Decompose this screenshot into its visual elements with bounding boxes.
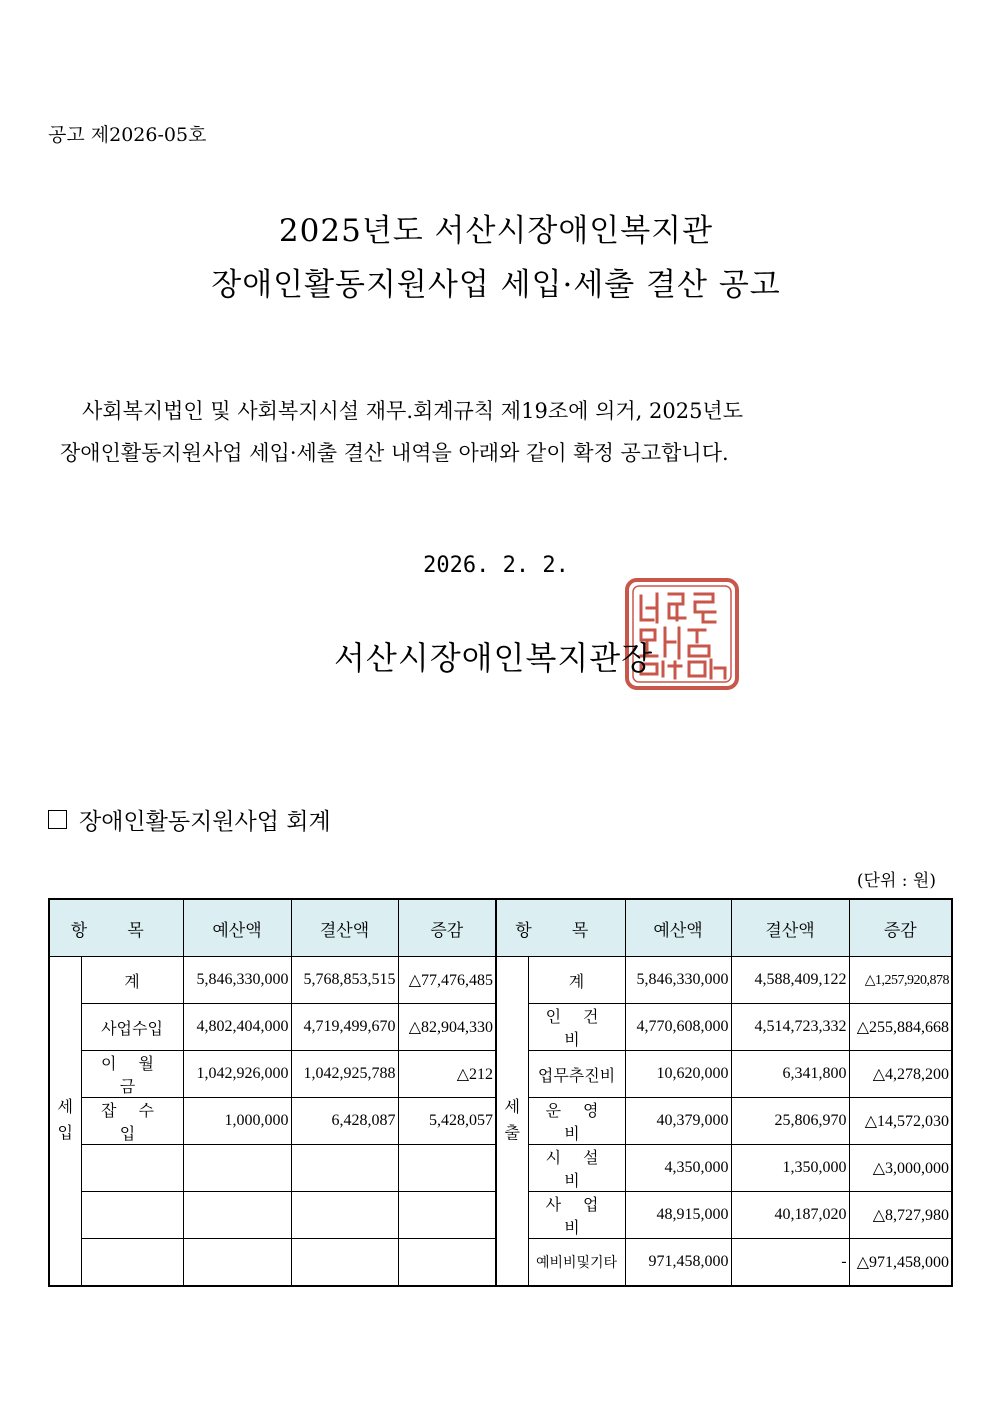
expense-change: △14,572,030 bbox=[849, 1098, 952, 1145]
notice-date: 2026. 2. 2. bbox=[423, 553, 569, 578]
notice-number: 공고 제2026-05호 bbox=[48, 124, 207, 146]
revenue-item: 잡 수 입 bbox=[81, 1098, 183, 1145]
expense-item: 계 bbox=[528, 957, 625, 1004]
header-expense-budget: 예산액 bbox=[625, 899, 731, 957]
revenue-change: △82,904,330 bbox=[398, 1004, 496, 1051]
revenue-change: △212 bbox=[398, 1051, 496, 1098]
expense-item: 인 건 비 bbox=[528, 1004, 625, 1051]
empty-cell bbox=[398, 1192, 496, 1239]
expense-change: △8,727,980 bbox=[849, 1192, 952, 1239]
empty-cell bbox=[291, 1145, 398, 1192]
header-expense-change: 증감 bbox=[849, 899, 952, 957]
expense-settlement: 40,187,020 bbox=[731, 1192, 849, 1239]
expense-settlement: - bbox=[731, 1239, 849, 1287]
settlement-table bbox=[48, 898, 953, 1287]
expense-group-label: 세 출 bbox=[496, 957, 528, 1287]
header-expense-settlement: 결산액 bbox=[731, 899, 849, 957]
revenue-settlement: 1,042,925,788 bbox=[291, 1051, 398, 1098]
empty-cell bbox=[81, 1192, 183, 1239]
revenue-settlement: 6,428,087 bbox=[291, 1098, 398, 1145]
expense-item: 사 업 비 bbox=[528, 1192, 625, 1239]
expense-settlement: 25,806,970 bbox=[731, 1098, 849, 1145]
checkbox-square-icon bbox=[48, 810, 67, 829]
expense-settlement: 1,350,000 bbox=[731, 1145, 849, 1192]
expense-item: 예비비및기타 bbox=[528, 1239, 625, 1287]
title-line-2: 장애인활동지원사업 세입·세출 결산 공고 bbox=[211, 267, 781, 303]
expense-change: △255,884,668 bbox=[849, 1004, 952, 1051]
empty-cell bbox=[183, 1145, 291, 1192]
table-row bbox=[49, 957, 952, 1004]
empty-cell bbox=[398, 1145, 496, 1192]
expense-item: 운 영 비 bbox=[528, 1098, 625, 1145]
table-header-row bbox=[49, 899, 952, 957]
revenue-settlement: 4,719,499,670 bbox=[291, 1004, 398, 1051]
expense-budget: 4,770,608,000 bbox=[625, 1004, 731, 1051]
expense-budget: 5,846,330,000 bbox=[625, 957, 731, 1004]
expense-change: △3,000,000 bbox=[849, 1145, 952, 1192]
header-revenue-change: 증감 bbox=[398, 899, 496, 957]
header-expense-item: 항 목 bbox=[496, 899, 625, 957]
expense-change: △4,278,200 bbox=[849, 1051, 952, 1098]
revenue-item: 계 bbox=[81, 957, 183, 1004]
expense-settlement: 4,588,409,122 bbox=[731, 957, 849, 1004]
empty-cell bbox=[291, 1239, 398, 1287]
revenue-group-label: 세 입 bbox=[49, 957, 81, 1287]
empty-cell bbox=[81, 1239, 183, 1287]
empty-cell bbox=[81, 1145, 183, 1192]
empty-cell bbox=[398, 1239, 496, 1287]
title-line-1: 2025년도 서산시장애인복지관 bbox=[278, 213, 714, 249]
expense-item: 업무추진비 bbox=[528, 1051, 625, 1098]
revenue-settlement: 5,768,853,515 bbox=[291, 957, 398, 1004]
expense-budget: 10,620,000 bbox=[625, 1051, 731, 1098]
revenue-change: △77,476,485 bbox=[398, 957, 496, 1004]
expense-item: 시 설 비 bbox=[528, 1145, 625, 1192]
revenue-budget: 1,042,926,000 bbox=[183, 1051, 291, 1098]
expense-change: △971,458,000 bbox=[849, 1239, 952, 1287]
signer-name: 서산시장애인복지관장 bbox=[334, 639, 654, 677]
revenue-budget: 1,000,000 bbox=[183, 1098, 291, 1145]
header-revenue-settlement: 결산액 bbox=[291, 899, 398, 957]
revenue-budget: 4,802,404,000 bbox=[183, 1004, 291, 1051]
revenue-item: 이 월 금 bbox=[81, 1051, 183, 1098]
revenue-change: 5,428,057 bbox=[398, 1098, 496, 1145]
expense-budget: 4,350,000 bbox=[625, 1145, 731, 1192]
empty-cell bbox=[183, 1192, 291, 1239]
expense-settlement: 6,341,800 bbox=[731, 1051, 849, 1098]
expense-budget: 48,915,000 bbox=[625, 1192, 731, 1239]
revenue-budget: 5,846,330,000 bbox=[183, 957, 291, 1004]
expense-change: △1,257,920,878 bbox=[849, 957, 952, 1004]
section-title: 장애인활동지원사업 회계 bbox=[79, 809, 331, 835]
section-heading bbox=[48, 803, 331, 836]
revenue-item: 사업수입 bbox=[81, 1004, 183, 1051]
expense-budget: 40,379,000 bbox=[625, 1098, 731, 1145]
unit-label: (단위 : 원) bbox=[856, 871, 936, 891]
header-revenue-item: 항 목 bbox=[49, 899, 183, 957]
empty-cell bbox=[291, 1192, 398, 1239]
empty-cell bbox=[183, 1239, 291, 1287]
body-line-2: 장애인활동지원사업 세입·세출 결산 내역을 아래와 같이 확정 공고합니다. bbox=[60, 441, 729, 465]
header-revenue-budget: 예산액 bbox=[183, 899, 291, 957]
expense-settlement: 4,514,723,332 bbox=[731, 1004, 849, 1051]
body-line-1: 사회복지법인 및 사회복지시설 재무.회계규칙 제19조에 의거, 2025년도 bbox=[82, 399, 744, 423]
expense-budget: 971,458,000 bbox=[625, 1239, 731, 1287]
